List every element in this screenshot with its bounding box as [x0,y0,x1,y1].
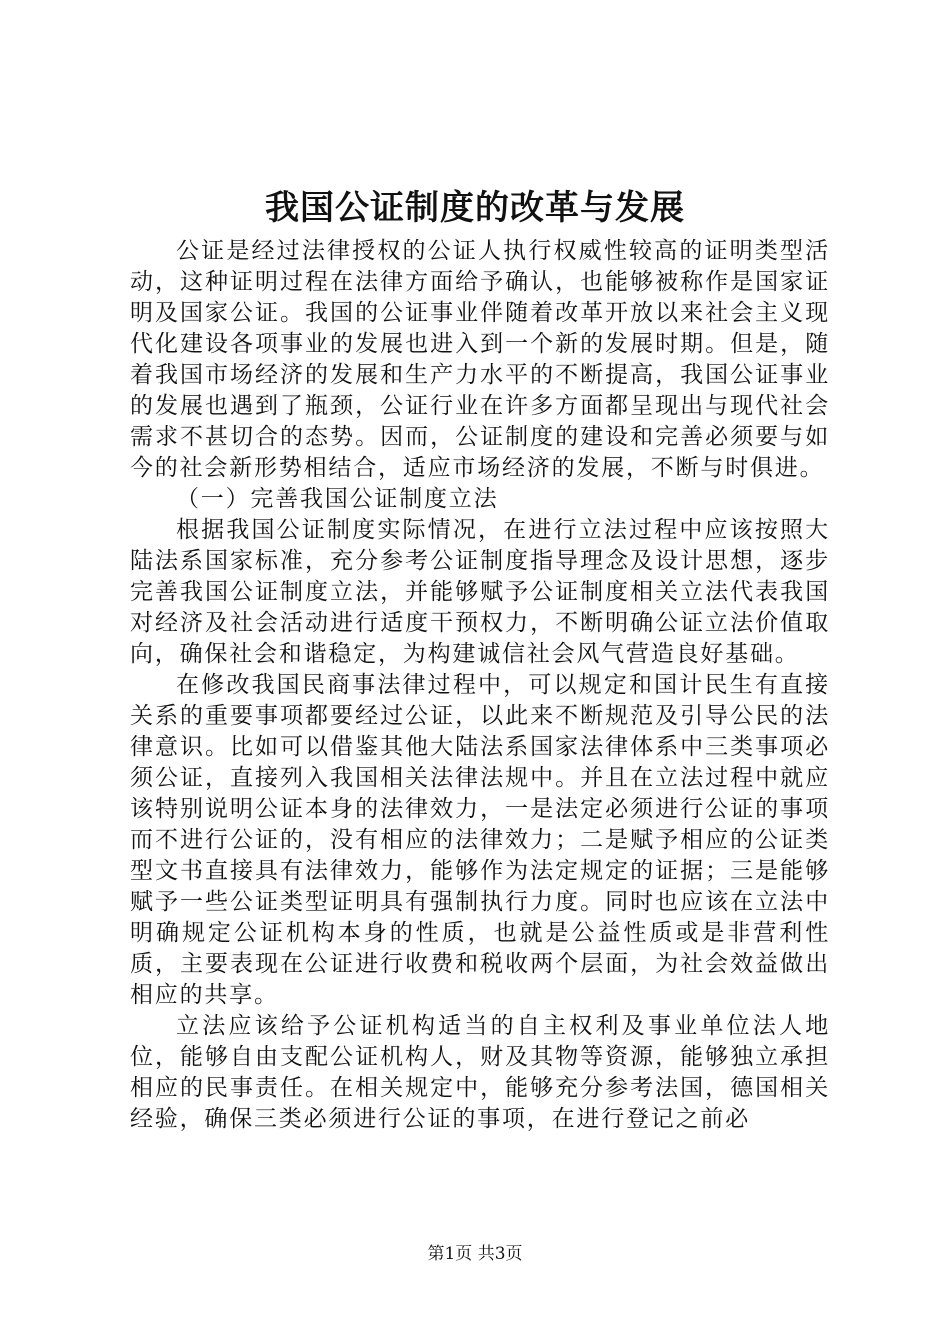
paragraph-civil-law: 在修改我国民商事法律过程中，可以规定和国计民生有直接关系的重要事项都要经过公证，以此来不断规范及引导公民的法律意识。比如可以借鉴其他大陆法系国家法律体系中三类事项必须公证，直接列入我国相关法律法规中。并且在立法过程中就应该特别说明公证本身的法律效力，一是法定必须进行公证的事项而不进行公证的，没有相应的法律效力；二是赋予相应的公证类型文书直接具有法律效力，能够作为法定规定的证据；三是能够赋予一些公证类型证明具有强制执行力度。同时也应该在立法中明确规定公证机构本身的性质，也就是公益性质或是非营利性质，主要表现在公证进行收费和税收两个层面，为社会效益做出相应的共享。 [130,672,830,1008]
paragraph-autonomy: 立法应该给予公证机构适当的自主权利及事业单位法人地位，能够自由支配公证机构人，财及其物等资源，能够独立承担相应的民事责任。在相关规定中，能够充分参考法国，德国相关经验，确保三类必须进行公证的事项，在进行登记之前必 [130,1013,830,1132]
document-title: 我国公证制度的改革与发展 [265,188,685,228]
page-footer: 第1页 共3页 [427,1244,523,1264]
section-heading: （一）完善我国公证制度立法 [176,486,499,512]
paragraph-legislation: 根据我国公证制度实际情况，在进行立法过程中应该按照大陆法系国家标准，充分参考公证制度指导理念及设计思想，逐步完善我国公证制度立法，并能够赋予公证制度相关立法代表我国对经济及社会活动进行适度干预权力，不断明确公证立法价值取向，确保社会和谐稳定，为构建诚信社会风气营造良好基础。 [130,517,830,667]
paragraph-intro: 公证是经过法律授权的公证人执行权威性较高的证明类型活动，这种证明过程在法律方面给予确认，也能够被称作是国家证明及国家公证。我国的公证事业伴随着改革开放以来社会主义现代化建设各项事业的发展也进入到一个新的发展时期。但是，随着我国市场经济的发展和生产力水平的不断提高，我国公证事业的发展也遇到了瓶颈，公证行业在许多方面都呈现出与现代社会需求不甚切合的态势。因而，公证制度的建设和完善必须要与如今的社会新形势相结合，适应市场经济的发展，不断与时俱进。 [130,238,830,481]
document-body [130,236,830,1135]
